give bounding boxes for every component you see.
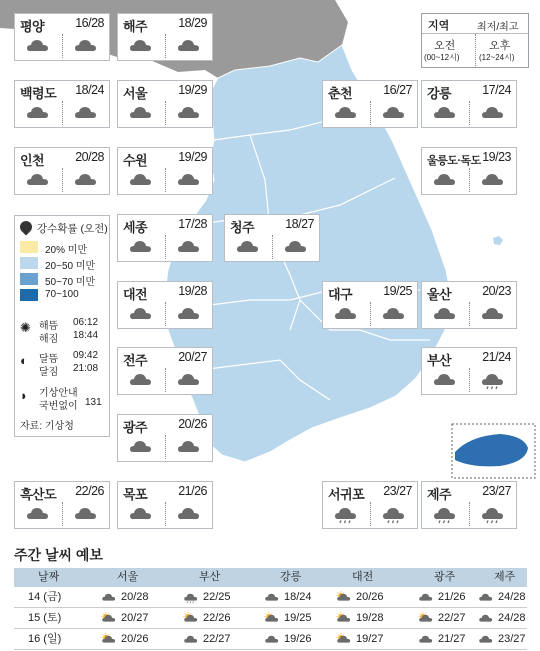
city-temperature: 20/27 <box>178 350 207 364</box>
cloud-icon <box>478 591 494 604</box>
cloud-icon <box>128 304 154 324</box>
city-temperature: 19/29 <box>178 150 207 164</box>
region-key-box <box>421 13 529 68</box>
weekly-temperature: 20/27 <box>121 612 149 624</box>
city-temperature: 19/25 <box>383 284 412 298</box>
sun-cloud-icon <box>418 612 434 625</box>
city-name: 강릉 <box>427 86 452 101</box>
legend-label-2: 20~50 미만 <box>45 261 96 272</box>
city-card <box>117 347 213 395</box>
legend-swatch-2 <box>20 257 38 269</box>
weekly-temperature: 19/26 <box>284 633 312 645</box>
city-card <box>322 80 418 128</box>
weekly-header-cell: 강릉 <box>280 571 302 583</box>
legend-swatch-3 <box>20 273 38 285</box>
cloud-icon <box>381 304 407 324</box>
key-divider <box>475 34 476 68</box>
weekly-header-cell: 서울 <box>117 571 139 583</box>
city-name: 울산 <box>427 287 452 302</box>
city-temperature: 21/24 <box>482 350 511 364</box>
city-card <box>117 13 213 61</box>
cloud-icon <box>264 591 280 604</box>
cloud-icon <box>128 36 154 56</box>
weekly-date: 14 (금) <box>28 591 62 603</box>
cloud-icon <box>480 304 506 324</box>
source-label: 자료: 기상청 <box>20 421 74 432</box>
weekly-header-cell: 대전 <box>352 571 374 583</box>
city-temperature: 18/29 <box>178 16 207 30</box>
moonset-time: 21:08 <box>73 363 99 374</box>
card-divider <box>370 302 371 326</box>
city-name: 청주 <box>230 220 255 235</box>
city-name: 서귀포 <box>328 487 365 502</box>
city-name: 제주 <box>427 487 452 502</box>
city-name: 인천 <box>20 153 45 168</box>
city-card <box>224 214 320 262</box>
city-name: 서울 <box>123 86 148 101</box>
rain-icon <box>480 370 506 390</box>
weekly-header-cell: 제주 <box>494 571 516 583</box>
sunset-time: 18:44 <box>73 330 99 341</box>
card-divider <box>62 34 63 58</box>
city-card <box>117 214 213 262</box>
city-card <box>421 347 517 395</box>
city-temperature: 20/23 <box>482 284 511 298</box>
weekly-temperature: 20/26 <box>121 633 149 645</box>
sun-cloud-icon <box>101 633 117 646</box>
weekly-temperature: 24/28 <box>498 612 526 624</box>
rain-icon <box>333 504 359 524</box>
cloud-icon <box>283 237 309 257</box>
cloud-icon <box>176 437 202 457</box>
cloud-icon <box>73 36 99 56</box>
cloud-icon <box>432 304 458 324</box>
city-temperature: 19/28 <box>178 284 207 298</box>
card-divider <box>165 168 166 192</box>
weekly-temperature: 19/28 <box>356 612 384 624</box>
cloud-icon <box>432 370 458 390</box>
city-card <box>322 281 418 329</box>
weekly-forecast-title: 주간 날씨 예보 <box>14 547 103 563</box>
sun-cloud-icon <box>336 612 352 625</box>
card-divider <box>370 101 371 125</box>
cloud-icon <box>480 170 506 190</box>
cloud-icon <box>101 591 117 604</box>
cloud-icon <box>478 633 494 646</box>
key-minmax-label: 최저/최고 <box>477 22 519 33</box>
city-name: 광주 <box>123 420 148 435</box>
cloud-icon <box>478 612 494 625</box>
cloud-icon <box>25 36 51 56</box>
city-temperature: 19/23 <box>482 150 511 164</box>
cloud-icon <box>128 237 154 257</box>
cloud-icon <box>73 103 99 123</box>
city-temperature: 21/26 <box>178 484 207 498</box>
card-divider <box>62 168 63 192</box>
cloud-icon <box>176 103 202 123</box>
card-divider <box>469 101 470 125</box>
city-temperature: 18/27 <box>285 217 314 231</box>
city-name: 전주 <box>123 353 148 368</box>
weekly-temperature: 23/27 <box>498 633 526 645</box>
cloud-icon <box>128 170 154 190</box>
city-name: 목포 <box>123 487 148 502</box>
weekly-row <box>14 608 527 629</box>
city-card <box>421 481 517 529</box>
city-temperature: 19/29 <box>178 83 207 97</box>
weekly-temperature: 24/28 <box>498 591 526 603</box>
city-temperature: 17/24 <box>482 83 511 97</box>
rain-icon <box>381 504 407 524</box>
sunrise-time: 06:12 <box>73 317 99 328</box>
weekly-forecast-table <box>14 568 527 650</box>
drop-icon <box>18 219 35 236</box>
cloud-icon <box>418 591 434 604</box>
city-card <box>14 80 110 128</box>
card-divider <box>469 502 470 526</box>
cloud-icon <box>176 504 202 524</box>
card-divider <box>165 368 166 392</box>
legend-label-3: 50~70 미만 <box>45 277 96 288</box>
phone-label-1: 기상안내 <box>39 388 78 399</box>
card-divider <box>469 368 470 392</box>
moonrise-label: 달뜸 <box>39 354 59 365</box>
city-name: 흑산도 <box>20 487 57 502</box>
weekly-header-cell: 광주 <box>434 571 456 583</box>
cloud-icon <box>432 103 458 123</box>
city-card <box>117 80 213 128</box>
sunset-label: 해짐 <box>39 334 59 345</box>
card-divider <box>370 502 371 526</box>
key-pm-range: (12~24시) <box>479 53 515 62</box>
city-temperature: 17/28 <box>178 217 207 231</box>
city-name: 대전 <box>123 287 148 302</box>
city-card <box>14 13 110 61</box>
cloud-icon <box>73 170 99 190</box>
cloud-icon <box>25 170 51 190</box>
weekly-temperature: 19/27 <box>356 633 384 645</box>
city-card <box>14 147 110 195</box>
city-temperature: 22/26 <box>75 484 104 498</box>
cloud-icon <box>235 237 261 257</box>
key-am-range: (00~12시) <box>424 53 460 62</box>
city-name: 평양 <box>20 19 45 34</box>
cloud-icon <box>128 437 154 457</box>
card-divider <box>165 502 166 526</box>
rain-icon <box>183 591 199 604</box>
card-divider <box>469 302 470 326</box>
crescent-icon: ◗ <box>20 388 28 403</box>
weekly-temperature: 22/25 <box>203 591 231 603</box>
key-am-label: 오전 <box>434 40 456 52</box>
key-pm-label: 오후 <box>489 40 511 52</box>
sunrise-label: 해뜸 <box>39 321 59 332</box>
weekly-temperature: 20/28 <box>121 591 149 603</box>
cloud-icon <box>333 304 359 324</box>
card-divider <box>62 101 63 125</box>
phone-number: 131 <box>85 397 102 408</box>
card-divider <box>165 235 166 259</box>
city-card <box>117 481 213 529</box>
legend-label-4: 70~100 <box>45 289 79 300</box>
city-temperature: 18/24 <box>75 83 104 97</box>
city-card <box>322 481 418 529</box>
ulleungdo-island <box>493 236 503 245</box>
cloud-icon <box>128 103 154 123</box>
city-card <box>117 281 213 329</box>
weekly-temperature: 21/27 <box>438 633 466 645</box>
city-temperature: 16/27 <box>383 83 412 97</box>
weekly-temperature: 19/25 <box>284 612 312 624</box>
legend-label-1: 20% 미만 <box>45 245 88 256</box>
sun-cloud-icon <box>336 591 352 604</box>
city-card <box>421 80 517 128</box>
cloud-icon <box>128 370 154 390</box>
city-card <box>117 147 213 195</box>
rain-icon <box>480 504 506 524</box>
city-temperature: 23/27 <box>482 484 511 498</box>
moon-icon: ◐ <box>20 353 28 368</box>
moonset-label: 달짐 <box>39 367 59 378</box>
cloud-icon <box>73 504 99 524</box>
legend-swatch-1 <box>20 241 38 253</box>
cloud-icon <box>176 170 202 190</box>
cloud-icon <box>183 633 199 646</box>
card-divider <box>165 302 166 326</box>
phone-label-2: 국번없이 <box>39 401 78 412</box>
weekly-header-row <box>14 568 527 587</box>
weekly-temperature: 22/27 <box>203 633 231 645</box>
legend-title: 강수확률 (오전) <box>37 223 108 235</box>
cloud-icon <box>418 633 434 646</box>
city-temperature: 16/28 <box>75 16 104 30</box>
city-name: 해주 <box>123 19 148 34</box>
city-card <box>421 281 517 329</box>
card-divider <box>165 101 166 125</box>
city-name: 울릉도·독도 <box>427 155 481 167</box>
weekly-date: 16 (일) <box>28 633 62 645</box>
cloud-icon <box>25 103 51 123</box>
weekly-row <box>14 587 527 608</box>
sun-cloud-icon <box>264 612 280 625</box>
key-region-label: 지역 <box>428 20 450 32</box>
city-name: 부산 <box>427 353 452 368</box>
cloud-icon <box>480 103 506 123</box>
cloud-icon <box>432 170 458 190</box>
weekly-date: 15 (토) <box>28 612 62 624</box>
cloud-icon <box>264 633 280 646</box>
city-temperature: 23/27 <box>383 484 412 498</box>
cloud-icon <box>25 504 51 524</box>
cloud-icon <box>176 36 202 56</box>
rain-probability-legend <box>14 215 110 437</box>
sun-cloud-icon <box>336 633 352 646</box>
card-divider <box>165 435 166 459</box>
weekly-temperature: 21/26 <box>438 591 466 603</box>
city-name: 수원 <box>123 153 148 168</box>
sun-icon: ✺ <box>20 320 31 335</box>
jeju-island <box>455 434 528 466</box>
weekly-temperature: 22/27 <box>438 612 466 624</box>
sun-cloud-icon <box>183 612 199 625</box>
weekly-header-cell: 날짜 <box>38 571 60 583</box>
city-name: 백령도 <box>20 86 57 101</box>
sun-cloud-icon <box>101 612 117 625</box>
city-name: 세종 <box>123 220 148 235</box>
card-divider <box>272 235 273 259</box>
cloud-icon <box>176 370 202 390</box>
weekly-header-cell: 부산 <box>199 571 221 583</box>
weekly-temperature: 18/24 <box>284 591 312 603</box>
rain-icon <box>432 504 458 524</box>
moonrise-time: 09:42 <box>73 350 99 361</box>
cloud-icon <box>333 103 359 123</box>
cloud-icon <box>176 237 202 257</box>
city-card <box>14 481 110 529</box>
weekly-temperature: 22/26 <box>203 612 231 624</box>
city-name: 대구 <box>328 287 353 302</box>
card-divider <box>469 168 470 192</box>
city-temperature: 20/28 <box>75 150 104 164</box>
card-divider <box>165 34 166 58</box>
city-card <box>117 414 213 462</box>
cloud-icon <box>176 304 202 324</box>
legend-swatch-4 <box>20 289 38 301</box>
card-divider <box>62 502 63 526</box>
city-temperature: 20/26 <box>178 417 207 431</box>
city-name: 춘천 <box>328 86 353 101</box>
cloud-icon <box>381 103 407 123</box>
weekly-row <box>14 629 527 650</box>
city-card <box>421 147 517 195</box>
cloud-icon <box>128 504 154 524</box>
weekly-temperature: 20/26 <box>356 591 384 603</box>
